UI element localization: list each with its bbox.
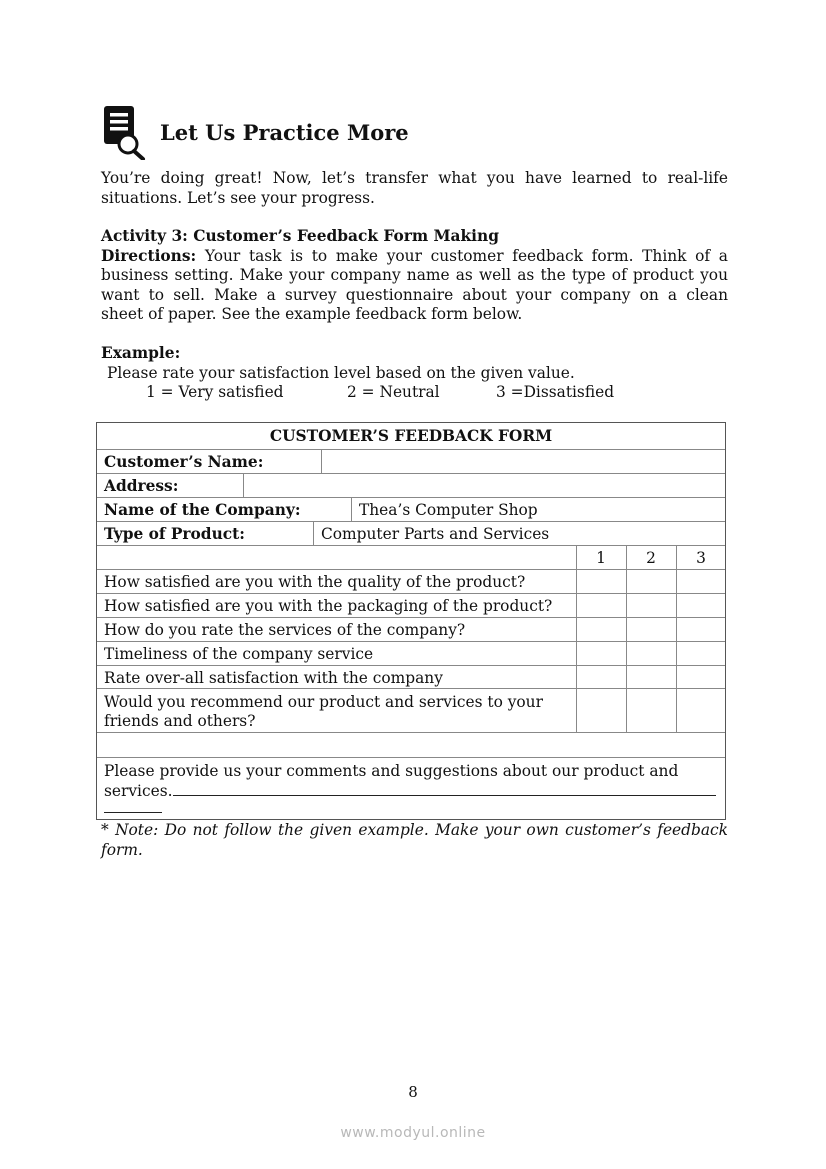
company-label: Name of the Company: bbox=[104, 501, 301, 519]
row-divider bbox=[97, 665, 725, 666]
feedback-form-table bbox=[96, 422, 726, 820]
question-row: Rate over-all satisfaction with the company bbox=[104, 669, 443, 687]
activity-title: Activity 3: Customer’s Feedback Form Making bbox=[101, 227, 499, 245]
row-divider bbox=[97, 757, 725, 758]
intro-line: situations. Let’s see your progress. bbox=[101, 188, 375, 207]
row-divider bbox=[97, 732, 725, 733]
row-divider bbox=[97, 569, 725, 570]
comments-prompt-text: services. bbox=[104, 782, 173, 800]
column-divider bbox=[313, 521, 314, 545]
column-divider bbox=[321, 449, 322, 473]
directions-label: Directions: bbox=[101, 246, 197, 265]
comments-blank-line bbox=[104, 812, 162, 813]
example-instruction: Please rate your satisfaction level based on the given value. bbox=[107, 363, 575, 382]
rating-column-header: 3 bbox=[696, 549, 706, 567]
form-title: CUSTOMER’S FEEDBACK FORM bbox=[269, 427, 553, 445]
address-label: Address: bbox=[104, 477, 179, 495]
note-line: form. bbox=[101, 841, 143, 859]
question-row: How satisfied are you with the packaging of the product? bbox=[104, 597, 553, 615]
scale-item: 1 = Very satisfied bbox=[146, 383, 284, 401]
scale-item: 3 =Dissatisfied bbox=[496, 383, 615, 401]
rating-column-header: 2 bbox=[646, 549, 656, 567]
comments-blank-line bbox=[173, 781, 716, 796]
question-row-line: Would you recommend our product and services to your bbox=[104, 693, 543, 711]
question-row: How do you rate the services of the company? bbox=[104, 621, 466, 639]
comments-prompt: Please provide us your comments and suggestions about our product and bbox=[104, 762, 679, 780]
product-value: Computer Parts and Services bbox=[321, 525, 550, 543]
question-row: How satisfied are you with the quality of the product? bbox=[104, 573, 526, 591]
row-divider bbox=[97, 641, 725, 642]
watermark: www.modyul.online bbox=[340, 1125, 486, 1141]
directions-text: Your task is to make your customer feedback form. Think of a bbox=[196, 246, 728, 265]
directions-line: want to sell. Make a survey questionnaire about your company on a clean bbox=[101, 285, 728, 304]
row-divider bbox=[97, 497, 725, 498]
note-line: * Note: Do not follow the given example. Make your own customer’s feedback bbox=[101, 821, 728, 839]
scale-item: 2 = Neutral bbox=[347, 383, 440, 401]
row-divider bbox=[97, 617, 725, 618]
section-title: Let Us Practice More bbox=[160, 120, 409, 145]
intro-paragraph bbox=[101, 169, 728, 208]
row-divider bbox=[97, 545, 725, 546]
column-divider bbox=[351, 497, 352, 521]
column-divider bbox=[243, 473, 244, 497]
page-number: 8 bbox=[408, 1083, 418, 1101]
column-divider bbox=[626, 545, 627, 732]
example-label: Example: bbox=[101, 344, 181, 362]
customer-name-label: Customer’s Name: bbox=[104, 453, 264, 471]
question-row: Timeliness of the company service bbox=[104, 645, 374, 663]
row-divider bbox=[97, 521, 725, 522]
column-divider bbox=[676, 545, 677, 732]
row-divider bbox=[97, 473, 725, 474]
row-divider bbox=[97, 593, 725, 594]
question-row-line: friends and others? bbox=[104, 712, 256, 730]
row-divider bbox=[97, 449, 725, 450]
directions-line: sheet of paper. See the example feedback form below. bbox=[101, 305, 523, 323]
activity-block bbox=[101, 227, 728, 325]
intro-line: You’re doing great! Now, let’s transfer what you have learned to real-life bbox=[101, 169, 728, 187]
directions-line: business setting. Make your company name as well as the type of product you bbox=[101, 266, 728, 284]
product-label: Type of Product: bbox=[104, 525, 245, 543]
company-value: Thea’s Computer Shop bbox=[359, 501, 538, 519]
directions-line bbox=[101, 247, 728, 267]
column-divider bbox=[576, 545, 577, 732]
example-block bbox=[101, 344, 728, 383]
document-search-icon bbox=[101, 104, 149, 160]
rating-column-header: 1 bbox=[596, 549, 606, 567]
comments-prompt-line bbox=[104, 781, 716, 802]
note bbox=[101, 820, 728, 860]
